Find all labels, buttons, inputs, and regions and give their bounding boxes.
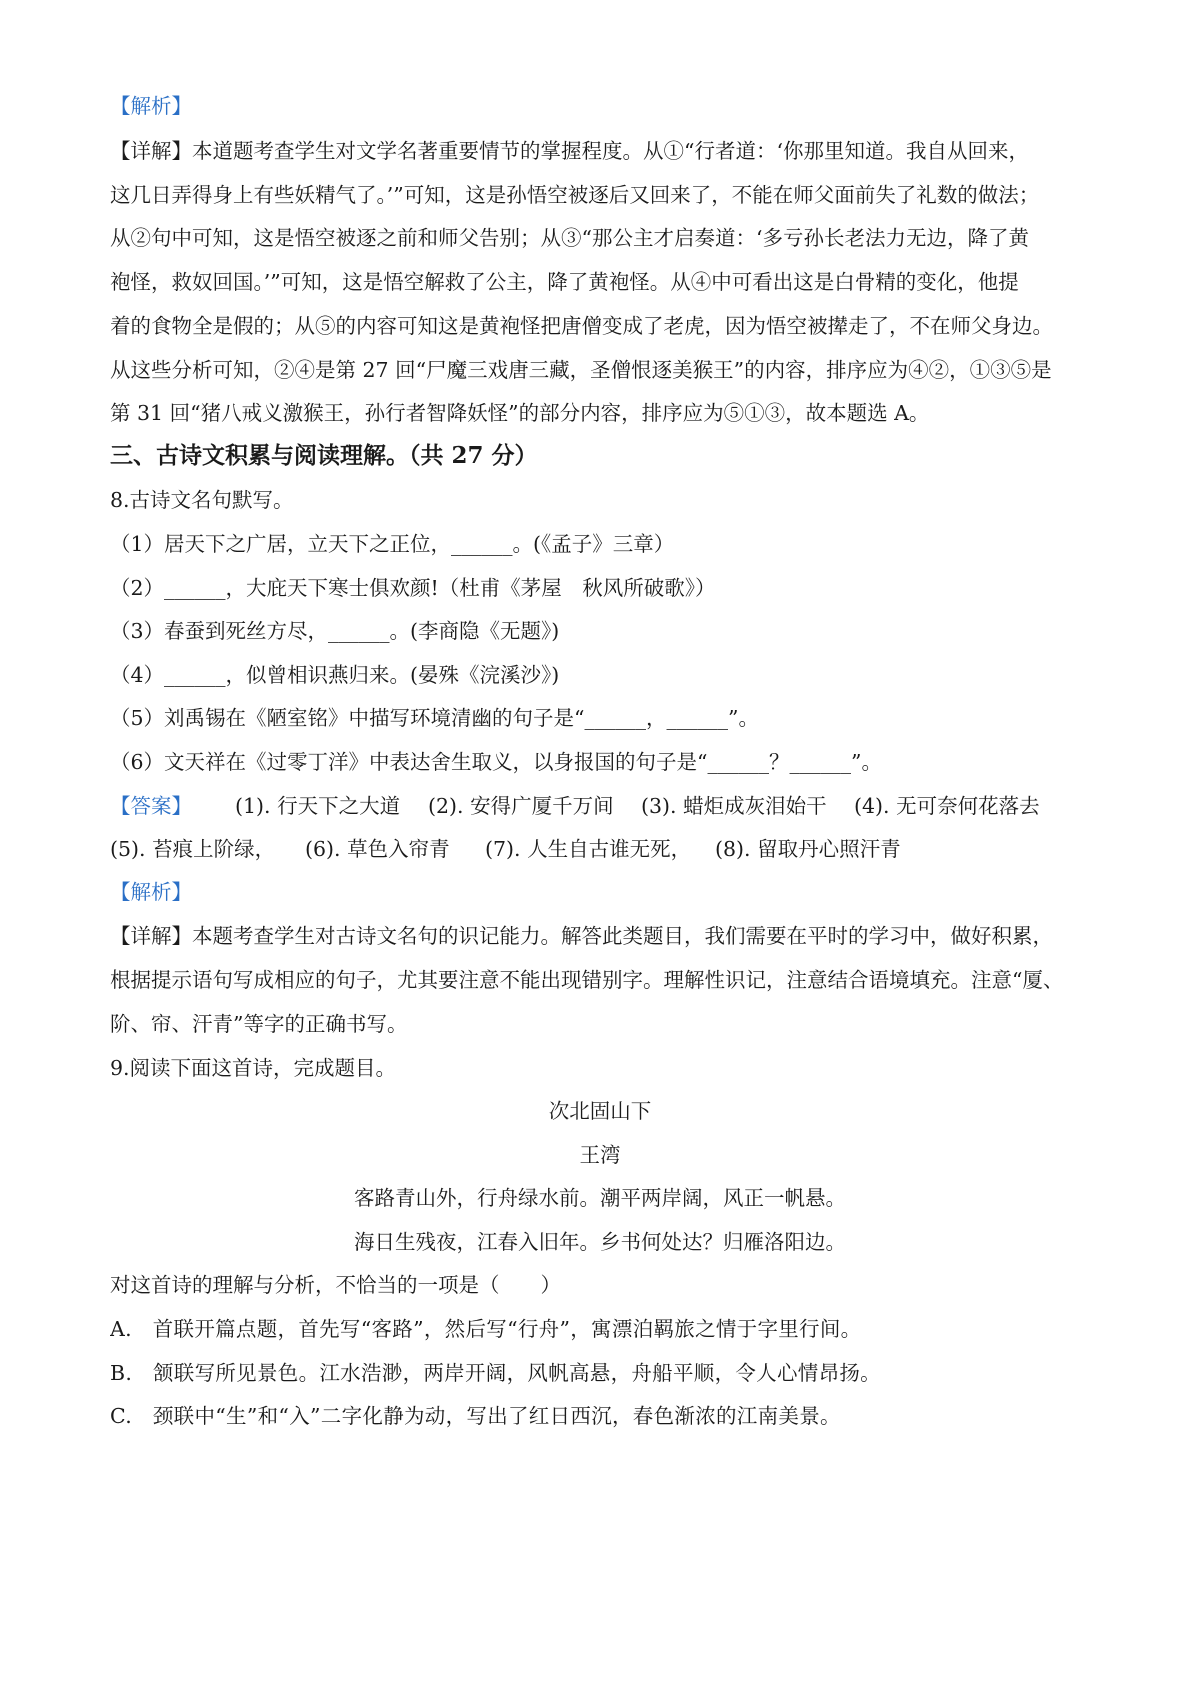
q8-item-1: （1）居天下之广居，立天下之正位，______。(《孟子》三章） xyxy=(110,532,675,556)
answer-tag: 【答案】 xyxy=(110,794,192,818)
analysis-line: 从②句中可知，这是悟空被逐之前和师父告别；从③“那公主才启奏道：‘多亏孙长老法力无边，降了黄 xyxy=(110,226,1029,250)
analysis-line: 着的食物全是假的；从⑤的内容可知这是黄袍怪把唐僧变成了老虎，因为悟空被撵走了，不在师父身边。 xyxy=(110,314,1053,338)
answer-row-1 xyxy=(110,792,1100,820)
q8-item-6: （6）文天祥在《过零丁洋》中表达舍生取义，以身报国的句子是“______？______”。 xyxy=(110,750,883,774)
q8-item-4: （4）______，似曾相识燕归来。(晏殊《浣溪沙》) xyxy=(110,663,560,687)
option-b: B. 颔联写所见景色。江水浩渺，两岸开阔，风帆高悬，舟船平顺，令人心情昂扬。 xyxy=(110,1361,881,1385)
answer-row-2 xyxy=(110,835,1100,863)
analysis-tag: 【解析】 xyxy=(110,94,192,118)
answer-item: (3). 蜡炬成灰泪始干 xyxy=(641,794,827,818)
answer-item: (6). 草色入帘青 xyxy=(305,837,450,861)
option-a: A. 首联开篇点题，首先写“客路”，然后写“行舟”，寓漂泊羁旅之情于字里行间。 xyxy=(110,1317,862,1341)
q8-item-5: （5）刘禹锡在《陋室铭》中描写环境清幽的句子是“______，______”。 xyxy=(110,706,760,730)
answer-item: (5). 苔痕上阶绿， xyxy=(110,837,276,861)
poem-author: 王湾 xyxy=(579,1143,621,1167)
answer-item: (4). 无可奈何花落去 xyxy=(854,794,1040,818)
detail-line: 根据提示语句写成相应的句子，尤其要注意不能出现错别字。理解性识记，注意结合语境填充。注意“厦、 xyxy=(110,968,1064,992)
section-heading: 三、古诗文积累与阅读理解。（共 27 分） xyxy=(110,442,538,469)
analysis-line: 这几日弄得身上有些妖精气了。’”可知，这是孙悟空被逐后又回来了，不能在师父面前失了礼数的做法； xyxy=(110,183,1040,207)
analysis-line: 【详解】本道题考查学生对文学名著重要情节的掌握程度。从①“行者道：‘你那里知道。我自从回来， xyxy=(110,139,1029,163)
answer-item: (7). 人生自古谁无死， xyxy=(485,837,692,861)
answer-item: (8). 留取丹心照汗青 xyxy=(715,837,901,861)
analysis-line: 袍怪，救奴回国。’”可知，这是悟空解救了公主，降了黄袍怪。从④中可看出这是白骨精的变化，他提 xyxy=(110,270,1019,294)
analysis-line: 从这些分析可知，②④是第 27 回“尸魔三戏唐三藏，圣僧恨逐美猴王”的内容，排序应为④②，①③⑤是 xyxy=(110,358,1052,382)
answer-item: (1). 行天下之大道 xyxy=(235,794,401,818)
q8-item-2: （2）______，大庇天下寒士俱欢颜!（杜甫《茅屋 秋风所破歌》） xyxy=(110,576,716,600)
question-9-prompt: 对这首诗的理解与分析，不恰当的一项是（ ） xyxy=(110,1273,561,1297)
analysis-tag: 【解析】 xyxy=(110,880,192,904)
option-c: C. 颈联中“生”和“入”二字化静为动，写出了红日西沉，春色渐浓的江南美景。 xyxy=(110,1404,841,1428)
detail-line: 阶、帘、汗青”等字的正确书写。 xyxy=(110,1012,408,1036)
question-9-stem: 9.阅读下面这首诗，完成题目。 xyxy=(110,1056,397,1080)
detail-line: 【详解】本题考查学生对古诗文名句的识记能力。解答此类题目，我们需要在平时的学习中，做好积累， xyxy=(110,924,1053,948)
q8-item-3: （3）春蚕到死丝方尽，______。(李商隐《无题》) xyxy=(110,619,560,643)
analysis-line: 第 31 回“猪八戒义激猴王，孙行者智降妖怪”的部分内容，排序应为⑤①③，故本题选 A。 xyxy=(110,401,930,425)
poem-title: 次北固山下 xyxy=(548,1099,652,1123)
poem-line: 海日生残夜，江春入旧年。乡书何处达？归雁洛阳边。 xyxy=(354,1230,846,1254)
question-8-stem: 8.古诗文名句默写。 xyxy=(110,488,294,512)
answer-item: (2). 安得广厦千万间 xyxy=(428,794,614,818)
poem-line: 客路青山外，行舟绿水前。潮平两岸阔，风正一帆悬。 xyxy=(354,1186,846,1210)
